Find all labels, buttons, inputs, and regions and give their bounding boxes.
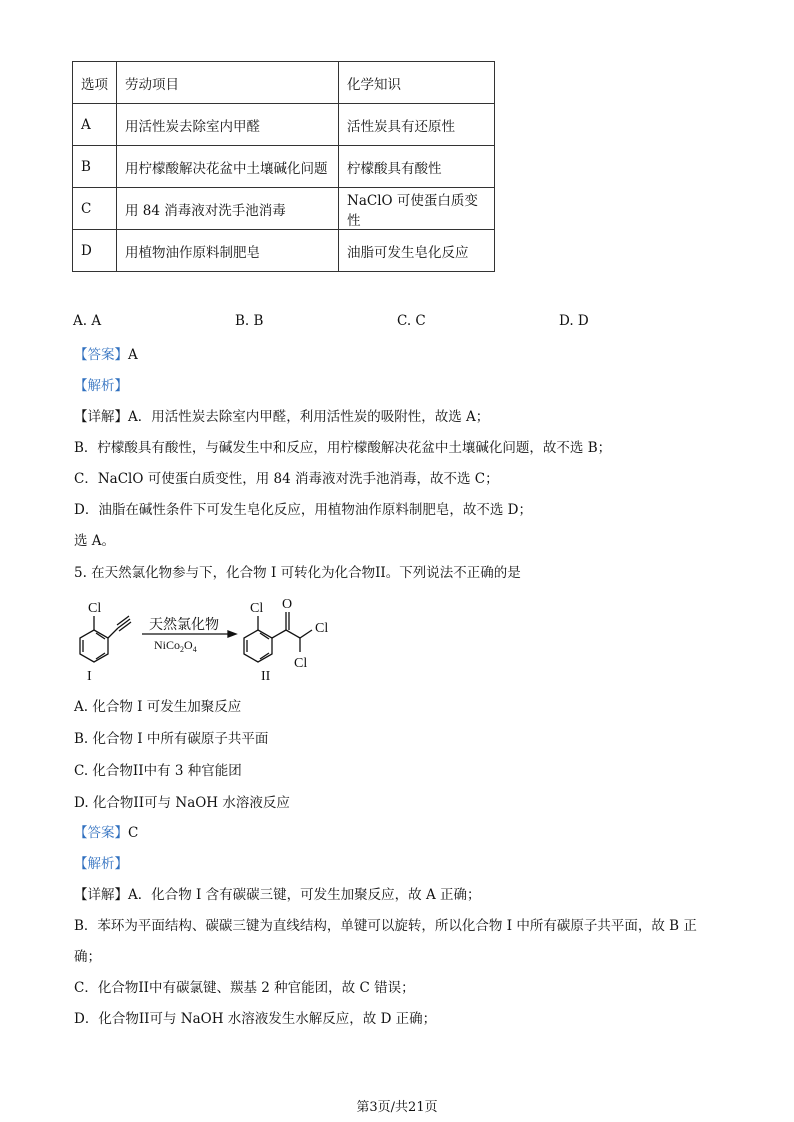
page-footer: 第3页/共21页 bbox=[356, 1100, 438, 1115]
table-cell: 柠檬酸具有酸性 bbox=[339, 146, 495, 188]
table-cell: B bbox=[73, 146, 117, 188]
q4-table bbox=[72, 61, 495, 272]
table-row bbox=[73, 146, 495, 188]
q5-option-d: D. 化合物II可与 NaOH 水溶液反应 bbox=[74, 795, 290, 811]
q5-option-c: C. 化合物II中有 3 种官能团 bbox=[74, 763, 242, 779]
detail-text: A．化合物 I 含有碳碳三键，可发生加聚反应，故 A 正确； bbox=[128, 887, 481, 903]
answer-value: C bbox=[128, 825, 139, 841]
cl-label: Cl bbox=[250, 601, 264, 616]
reaction-scheme bbox=[72, 588, 372, 688]
q4-detail-line: C．NaClO 可使蛋白质变性，用 84 消毒液对洗手池消毒，故不选 C； bbox=[74, 471, 499, 487]
q5-option-b: B. 化合物 I 中所有碳原子共平面 bbox=[74, 731, 269, 747]
cl-label: Cl bbox=[294, 656, 308, 671]
benzene-ring-1 bbox=[80, 630, 108, 662]
q4-answer-line bbox=[74, 343, 138, 363]
detail-tag: 【详解】 bbox=[74, 887, 128, 903]
table-cell: 油脂可发生皂化反应 bbox=[339, 230, 495, 272]
answer-tag: 【答案】 bbox=[74, 825, 128, 841]
q5-analysis-tag: 【解析】 bbox=[74, 856, 128, 872]
table-cell: 用柠檬酸解决花盆中土壤碱化问题 bbox=[117, 146, 339, 188]
cl-label: Cl bbox=[88, 601, 102, 616]
table-cell: 用 84 消毒液对洗手池消毒 bbox=[117, 188, 339, 230]
q4-detail-line: 选 A。 bbox=[74, 533, 116, 549]
q4-detail-line: D．油脂在碱性条件下可发生皂化反应，用植物油作原料制肥皂，故不选 D； bbox=[74, 502, 532, 518]
table-row bbox=[73, 188, 495, 230]
q5-detail-line: D．化合物II可与 NaOH 水溶液发生水解反应，故 D 正确； bbox=[74, 1011, 437, 1027]
table-row bbox=[73, 104, 495, 146]
o-label: O bbox=[282, 597, 293, 612]
q4-option-b: B. B bbox=[235, 313, 264, 329]
q4-detail-line bbox=[74, 405, 489, 425]
table-cell: NaClO 可使蛋白质变性 bbox=[339, 188, 495, 230]
detail-text: A．用活性炭去除室内甲醛，利用活性炭的吸附性，故选 A； bbox=[128, 409, 490, 425]
q4-option-d: D. D bbox=[559, 313, 589, 329]
q4-option-a: A. A bbox=[73, 313, 102, 329]
cl-label: Cl bbox=[315, 621, 329, 636]
table-cell: C bbox=[73, 188, 117, 230]
table-cell: 用植物油作原料制肥皂 bbox=[117, 230, 339, 272]
detail-tag: 【详解】 bbox=[74, 409, 128, 425]
table-cell: A bbox=[73, 104, 117, 146]
answer-tag: 【答案】 bbox=[74, 347, 128, 363]
answer-value: A bbox=[128, 347, 138, 363]
q4-option-c: C. C bbox=[397, 313, 426, 329]
benzene-ring-2 bbox=[244, 630, 272, 662]
table-cell: 活性炭具有还原性 bbox=[339, 104, 495, 146]
q5-answer-line bbox=[74, 821, 138, 841]
compound-2-label: II bbox=[261, 669, 271, 684]
q5-detail-line: C．化合物II中有碳氯键、羰基 2 种官能团，故 C 错误； bbox=[74, 980, 415, 996]
q5-option-a: A. 化合物 I 可发生加聚反应 bbox=[74, 699, 242, 715]
table-header-cell: 化学知识 bbox=[339, 62, 495, 104]
table-header-row bbox=[73, 62, 495, 104]
reagent-bottom: $NiCo_2O_4$ bbox=[154, 638, 197, 654]
q5-stem: 5. 在天然氯化物参与下，化合物 I 可转化为化合物II。下列说法不正确的是 bbox=[74, 565, 521, 581]
compound-1-label: I bbox=[87, 669, 92, 684]
q5-detail-line: 确； bbox=[74, 949, 101, 965]
q5-detail-line bbox=[74, 883, 481, 903]
q5-detail-line: B．苯环为平面结构、碳碳三键为直线结构，单键可以旋转，所以化合物 I 中所有碳原子共平面，故 B 正 bbox=[74, 918, 697, 934]
q4-detail-line: B．柠檬酸具有酸性，与碱发生中和反应，用柠檬酸解决花盆中土壤碱化问题，故不选 B； bbox=[74, 440, 612, 456]
q4-analysis-tag: 【解析】 bbox=[74, 378, 128, 394]
table-header-cell: 劳动项目 bbox=[117, 62, 339, 104]
table-cell: D bbox=[73, 230, 117, 272]
reagent-top: 天然氯化物 bbox=[149, 618, 219, 633]
table-cell: 用活性炭去除室内甲醛 bbox=[117, 104, 339, 146]
table-header-cell: 选项 bbox=[73, 62, 117, 104]
table-row bbox=[73, 230, 495, 272]
